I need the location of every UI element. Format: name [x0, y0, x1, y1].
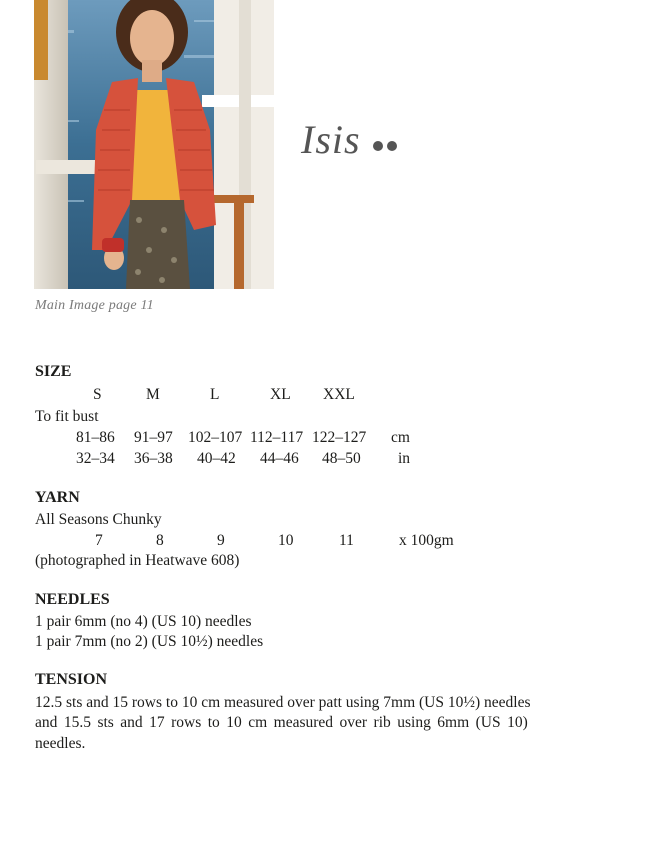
model-photo [34, 0, 274, 289]
yarn-quantity: 8 [156, 532, 164, 549]
yarn-quantity: 11 [339, 532, 354, 549]
size-label: S [93, 386, 102, 403]
bust-cm-value: 81–86 [76, 429, 115, 446]
size-label: XXL [323, 386, 355, 403]
tension-line: needles. [35, 735, 86, 752]
yarn-note: (photographed in Heatwave 608) [35, 552, 240, 569]
fit-bust-label: To fit bust [35, 408, 99, 425]
yarn-quantity: 9 [217, 532, 225, 549]
yarn-heading: YARN [35, 489, 80, 506]
bust-cm-value: 122–127 [312, 429, 367, 446]
bust-cm-value: 102–107 [188, 429, 243, 446]
size-label: XL [270, 386, 291, 403]
size-heading: SIZE [35, 363, 72, 380]
size-label: L [210, 386, 220, 403]
difficulty-dot-icon [373, 141, 383, 151]
needles-line: 1 pair 6mm (no 4) (US 10) needles [35, 613, 252, 630]
bust-in-value: 48–50 [322, 450, 361, 467]
yarn-name: All Seasons Chunky [35, 511, 162, 528]
tension-heading: TENSION [35, 671, 108, 688]
bust-cm-unit: cm [391, 429, 410, 446]
bust-in-unit: in [398, 450, 411, 467]
yarn-quantity: 10 [278, 532, 294, 549]
tension-line: and 15.5 sts and 17 rows to 10 cm measured over rib using 6mm (US 10) [35, 714, 528, 731]
bust-in-value: 32–34 [76, 450, 115, 467]
bust-cm-value: 91–97 [134, 429, 173, 446]
bust-cm-value: 112–117 [250, 429, 304, 446]
bust-in-value: 36–38 [134, 450, 173, 467]
bust-in-value: 40–42 [197, 450, 236, 467]
pattern-title: Isis [301, 117, 361, 162]
image-caption: Main Image page 11 [35, 298, 154, 313]
model-photo-illustration [34, 0, 274, 289]
bust-in-value: 44–46 [260, 450, 299, 467]
needles-line: 1 pair 7mm (no 2) (US 10½) needles [35, 633, 264, 650]
needles-heading: NEEDLES [35, 591, 110, 608]
difficulty-dot-icon [387, 141, 397, 151]
size-label: M [146, 386, 160, 403]
yarn-unit: x 100gm [399, 532, 454, 549]
difficulty-rating [373, 138, 401, 156]
yarn-quantity: 7 [95, 532, 103, 549]
tension-line: 12.5 sts and 15 rows to 10 cm measured over patt using 7mm (US 10½) needles [35, 694, 531, 711]
